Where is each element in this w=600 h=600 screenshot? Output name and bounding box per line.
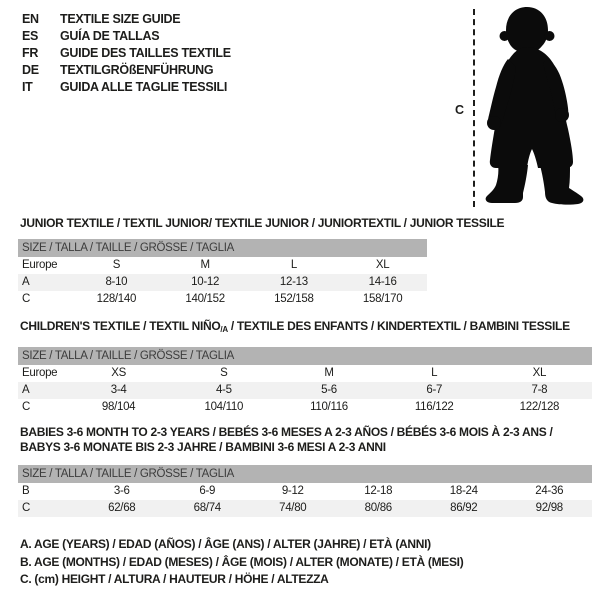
junior-section-title: JUNIOR TEXTILE / TEXTIL JUNIOR/ TEXTILE JUNIOR / JUNIORTEXTIL / JUNIOR TESSILE xyxy=(20,216,505,230)
row-label: Europe xyxy=(22,367,58,379)
row-label: A xyxy=(22,276,30,288)
table-cell: 12-18 xyxy=(364,485,393,497)
row-label: B xyxy=(22,485,30,497)
language-row xyxy=(22,45,231,62)
table-cell: 110/116 xyxy=(310,401,348,413)
height-measure-dashed-line xyxy=(473,9,475,207)
language-title: TEXTILGRÖßENFÜHRUNG xyxy=(60,63,214,77)
row-label: C xyxy=(22,401,31,413)
children-title-text: / TEXTILE DES ENFANTS / KINDERTEXTIL / BAMBINI TESSILE xyxy=(227,319,570,333)
table-cell: 104/110 xyxy=(204,401,244,413)
table-cell: 6-9 xyxy=(199,485,216,497)
table-cell: 14-16 xyxy=(368,276,397,288)
table-cell: 18-24 xyxy=(449,485,478,497)
table-cell: 8-10 xyxy=(105,276,128,288)
table-cell: L xyxy=(290,259,297,271)
language-title: GUIDE DES TAILLES TEXTILE xyxy=(60,46,231,60)
language-code: EN xyxy=(22,12,39,26)
table-cell: 116/122 xyxy=(414,401,454,413)
language-row xyxy=(22,28,231,45)
table-size-header-bar: SIZE / TALLA / TAILLE / GRÖSSE / TAGLIA xyxy=(18,465,592,483)
table-cell: 3-6 xyxy=(113,485,130,497)
table-cell: S xyxy=(112,259,121,271)
table-cell: 9-12 xyxy=(281,485,304,497)
table-cell: M xyxy=(324,367,334,379)
table-row xyxy=(18,257,427,274)
table-cell: 68/74 xyxy=(193,502,221,514)
table-cell: S xyxy=(220,367,228,379)
language-list xyxy=(22,11,231,96)
table-row xyxy=(18,291,427,308)
table-cell: L xyxy=(431,367,438,379)
table-row xyxy=(18,399,592,416)
legend-line-a: A. AGE (YEARS) / EDAD (AÑOS) / ÂGE (ANS) / ALTER (JAHRE) / ETÀ (ANNI) xyxy=(20,537,431,551)
table-cell: M xyxy=(200,259,210,271)
table-row xyxy=(18,500,592,517)
children-title-subscript: /A xyxy=(220,325,228,334)
table-cell: 6-7 xyxy=(426,384,443,396)
row-label: C xyxy=(22,502,31,514)
table-row xyxy=(18,382,592,399)
language-code: IT xyxy=(22,80,33,94)
table-cell: XS xyxy=(111,367,126,379)
table-cell: 62/68 xyxy=(108,502,136,514)
table-cell: XL xyxy=(375,259,390,271)
table-cell: 152/158 xyxy=(274,293,314,305)
table-row xyxy=(18,274,427,291)
table-cell: 128/140 xyxy=(96,293,137,305)
babies-section-title xyxy=(20,425,552,455)
table-cell: 86/92 xyxy=(450,502,478,514)
table-cell: 5-6 xyxy=(321,384,337,396)
table-cell: 12-13 xyxy=(279,276,308,288)
table-row xyxy=(18,365,592,382)
table-cell: 122/128 xyxy=(519,401,560,413)
language-row xyxy=(22,62,231,79)
table-row xyxy=(18,483,592,500)
language-title: GUÍA DE TALLAS xyxy=(60,29,160,43)
children-section-title xyxy=(20,319,570,337)
children-title-text: CHILDREN'S TEXTILE / TEXTIL NIÑO xyxy=(20,319,221,333)
row-label: C xyxy=(22,293,31,305)
table-cell: 80/86 xyxy=(364,502,392,514)
table-cell: 3-4 xyxy=(110,384,127,396)
table-size-header-bar: SIZE / TALLA / TAILLE / GRÖSSE / TAGLIA xyxy=(18,239,427,257)
table-cell: 92/98 xyxy=(535,502,563,514)
children-size-table xyxy=(18,347,592,416)
language-code: DE xyxy=(22,63,39,77)
babies-title-line2: BABYS 3-6 MONATE BIS 2-3 JAHRE / BAMBINI 3-6 MESI A 2-3 ANNI xyxy=(20,440,386,454)
row-label: Europe xyxy=(22,259,58,271)
junior-size-table xyxy=(18,239,427,308)
table-cell: 98/104 xyxy=(101,401,136,413)
table-cell: 7-8 xyxy=(531,384,548,396)
language-code: ES xyxy=(22,29,39,43)
babies-size-table xyxy=(18,465,592,517)
legend-line-c: C. (cm) HEIGHT / ALTURA / HAUTEUR / HÖHE / ALTEZZA xyxy=(20,572,329,586)
table-cell: 140/152 xyxy=(185,293,225,305)
babies-title-line1: BABIES 3-6 MONTH TO 2-3 YEARS / BEBÉS 3-6 MESES A 2-3 AÑOS / BÉBÉS 3-6 MOIS À 2-3 ANS / xyxy=(20,425,553,439)
height-c-label: C xyxy=(455,103,464,117)
language-row xyxy=(22,79,231,96)
table-size-header-bar: SIZE / TALLA / TAILLE / GRÖSSE / TAGLIA xyxy=(18,347,592,365)
table-cell: 74/80 xyxy=(279,502,307,514)
language-row xyxy=(22,11,231,28)
table-cell: XL xyxy=(532,367,547,379)
language-title: GUIDA ALLE TAGLIE TESSILI xyxy=(60,80,228,94)
toddler-silhouette-icon xyxy=(482,5,598,207)
legend xyxy=(20,536,463,589)
language-code: FR xyxy=(22,46,39,60)
language-title: TEXTILE SIZE GUIDE xyxy=(60,12,181,26)
table-cell: 158/170 xyxy=(362,293,403,305)
table-cell: 24-36 xyxy=(535,485,564,497)
legend-line-b: B. AGE (MONTHS) / EDAD (MESES) / ÂGE (MOIS) / ALTER (MONATE) / ETÀ (MESI) xyxy=(20,554,464,569)
row-label: A xyxy=(22,384,30,396)
table-cell: 4-5 xyxy=(215,384,232,396)
table-cell: 10-12 xyxy=(191,276,220,288)
